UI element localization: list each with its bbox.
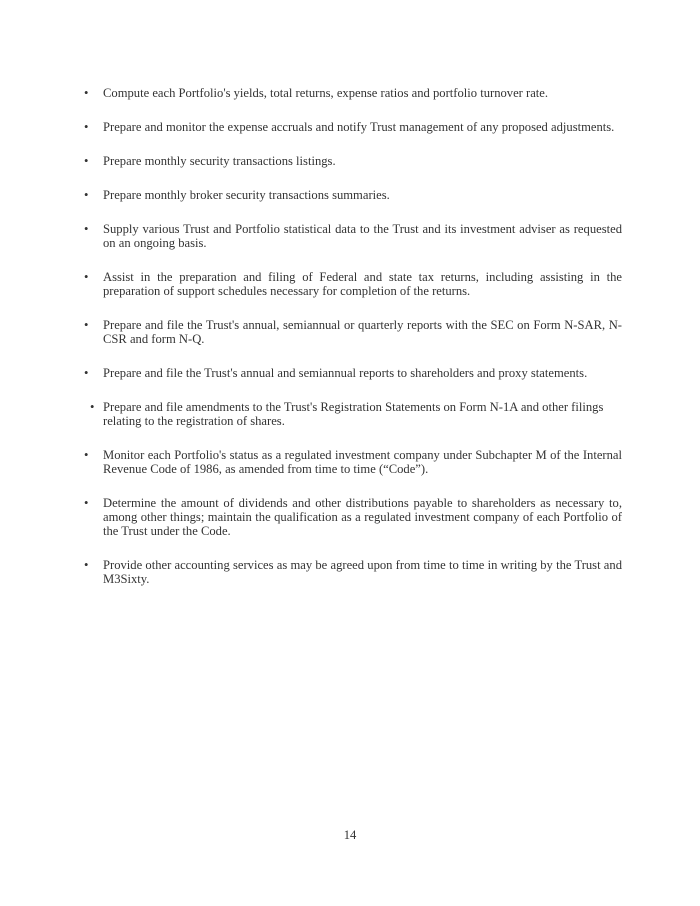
list-item — [84, 86, 622, 100]
bullet-text: Determine the amount of dividends and other distributions payable to shareholders as necessary to, among other things; maintain the qualification as a regulated investment company of each Portfolio of the Trust under the Code. — [103, 496, 622, 538]
bullet-text: Monitor each Portfolio's status as a regulated investment company under Subchapter M of the Internal Revenue Code of 1986, as amended from time to time (“Code”). — [103, 448, 622, 476]
list-item — [84, 558, 622, 586]
bullet-icon: • — [84, 366, 89, 380]
bullet-text: Assist in the preparation and filing of Federal and state tax returns, including assisting in the preparation of support schedules necessary for completion of the returns. — [103, 270, 622, 298]
page-number: 14 — [343, 828, 357, 842]
list-item — [84, 154, 622, 168]
list-item — [84, 120, 622, 134]
list-item — [84, 318, 622, 346]
bullet-text: Prepare and file the Trust's annual, semiannual or quarterly reports with the SEC on Form N-SAR, N-CSR and form N-Q. — [103, 318, 622, 346]
bullet-list — [84, 86, 622, 606]
list-item — [84, 496, 622, 538]
list-item — [84, 448, 622, 476]
bullet-text: Prepare and file amendments to the Trust's Registration Statements on Form N-1A and other filings relating to the registration of shares. — [103, 400, 604, 428]
bullet-text: Prepare monthly security transactions listings. — [103, 154, 336, 168]
bullet-icon: • — [84, 154, 89, 168]
bullet-icon: • — [84, 86, 89, 100]
bullet-icon: • — [84, 558, 89, 572]
bullet-text: Provide other accounting services as may be agreed upon from time to time in writing by the Trust and M3Sixty. — [103, 558, 622, 586]
bullet-text: Compute each Portfolio's yields, total returns, expense ratios and portfolio turnover rate. — [103, 86, 549, 100]
list-item — [84, 366, 622, 380]
list-item — [84, 222, 622, 250]
bullet-text: Prepare and monitor the expense accruals and notify Trust management of any proposed adjustments. — [103, 120, 615, 134]
list-item — [84, 188, 622, 202]
bullet-icon: • — [84, 448, 89, 462]
bullet-icon: • — [84, 222, 89, 236]
list-item — [84, 400, 622, 428]
list-item — [84, 270, 622, 298]
bullet-icon: • — [90, 400, 95, 414]
bullet-text: Supply various Trust and Portfolio statistical data to the Trust and its investment adviser as requested on an ongoing basis. — [103, 222, 622, 250]
bullet-icon: • — [84, 120, 89, 134]
bullet-icon: • — [84, 270, 89, 284]
bullet-icon: • — [84, 188, 89, 202]
bullet-icon: • — [84, 318, 89, 332]
bullet-icon: • — [84, 496, 89, 510]
bullet-text: Prepare and file the Trust's annual and semiannual reports to shareholders and proxy statements. — [103, 366, 588, 380]
bullet-text: Prepare monthly broker security transactions summaries. — [103, 188, 390, 202]
